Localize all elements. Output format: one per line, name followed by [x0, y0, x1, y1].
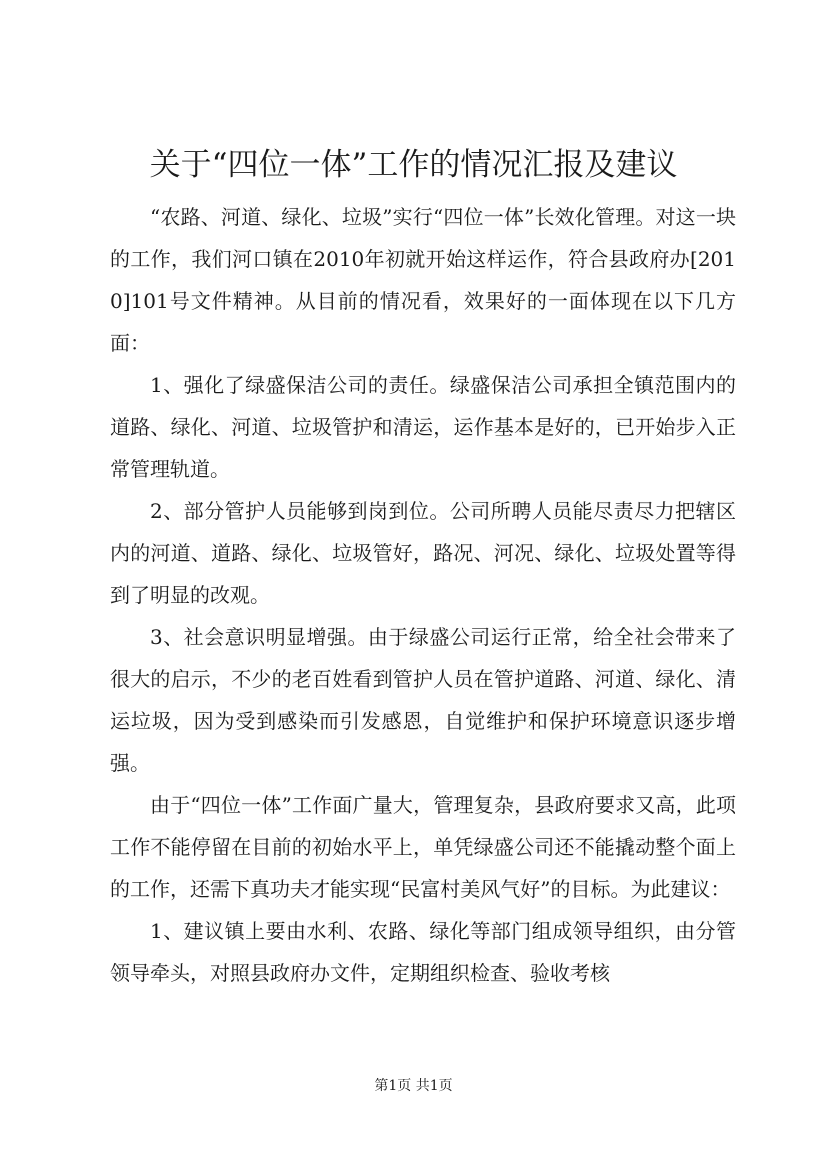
paragraph-point-2: 2、部分管护人员能够到岗到位。公司所聘人员能尽责尽力把辖区内的河道、道路、绿化、垃圾管好，路况、河况、绿化、垃圾处置等得到了明显的改观。 — [110, 499, 736, 607]
page-footer: 第1页 共1页 — [374, 1078, 453, 1094]
paragraph-point-3: 3、社会意识明显增强。由于绿盛公司运行正常，给全社会带来了很大的启示，不少的老百姓看到管护人员在管护道路、河道、绿化、清运垃圾，因为受到感染而引发感恩，自觉维护和保护环境意识逐步增强。 — [110, 625, 736, 775]
paragraph-transition: 由于“四位一体”工作面广量大，管理复杂，县政府要求又高，此项工作不能停留在目前的初始水平上，单凭绿盛公司还不能撬动整个面上的工作，还需下真功夫才能实现“民富村美风气好”的目标。为此建议： — [110, 793, 736, 901]
paragraph-suggestion-1: 1、建议镇上要由水利、农路、绿化等部门组成领导组织，由分管领导牵头，对照县政府办文件，定期组织检查、验收考核 — [110, 919, 736, 985]
document-title: 关于“四位一体”工作的情况汇报及建议 — [149, 147, 678, 183]
paragraph-intro: “农路、河道、绿化、垃圾”实行“四位一体”长效化管理。对这一块的工作，我们河口镇在2010年初就开始这样运作，符合县政府办[2010]101号文件精神。从目前的情况看，效果好的一面体现在以下几方面： — [110, 205, 736, 355]
paragraph-point-1: 1、强化了绿盛保洁公司的责任。绿盛保洁公司承担全镇范围内的道路、绿化、河道、垃圾管护和清运，运作基本是好的，已开始步入正常管理轨道。 — [110, 373, 736, 481]
document-body — [110, 196, 736, 994]
